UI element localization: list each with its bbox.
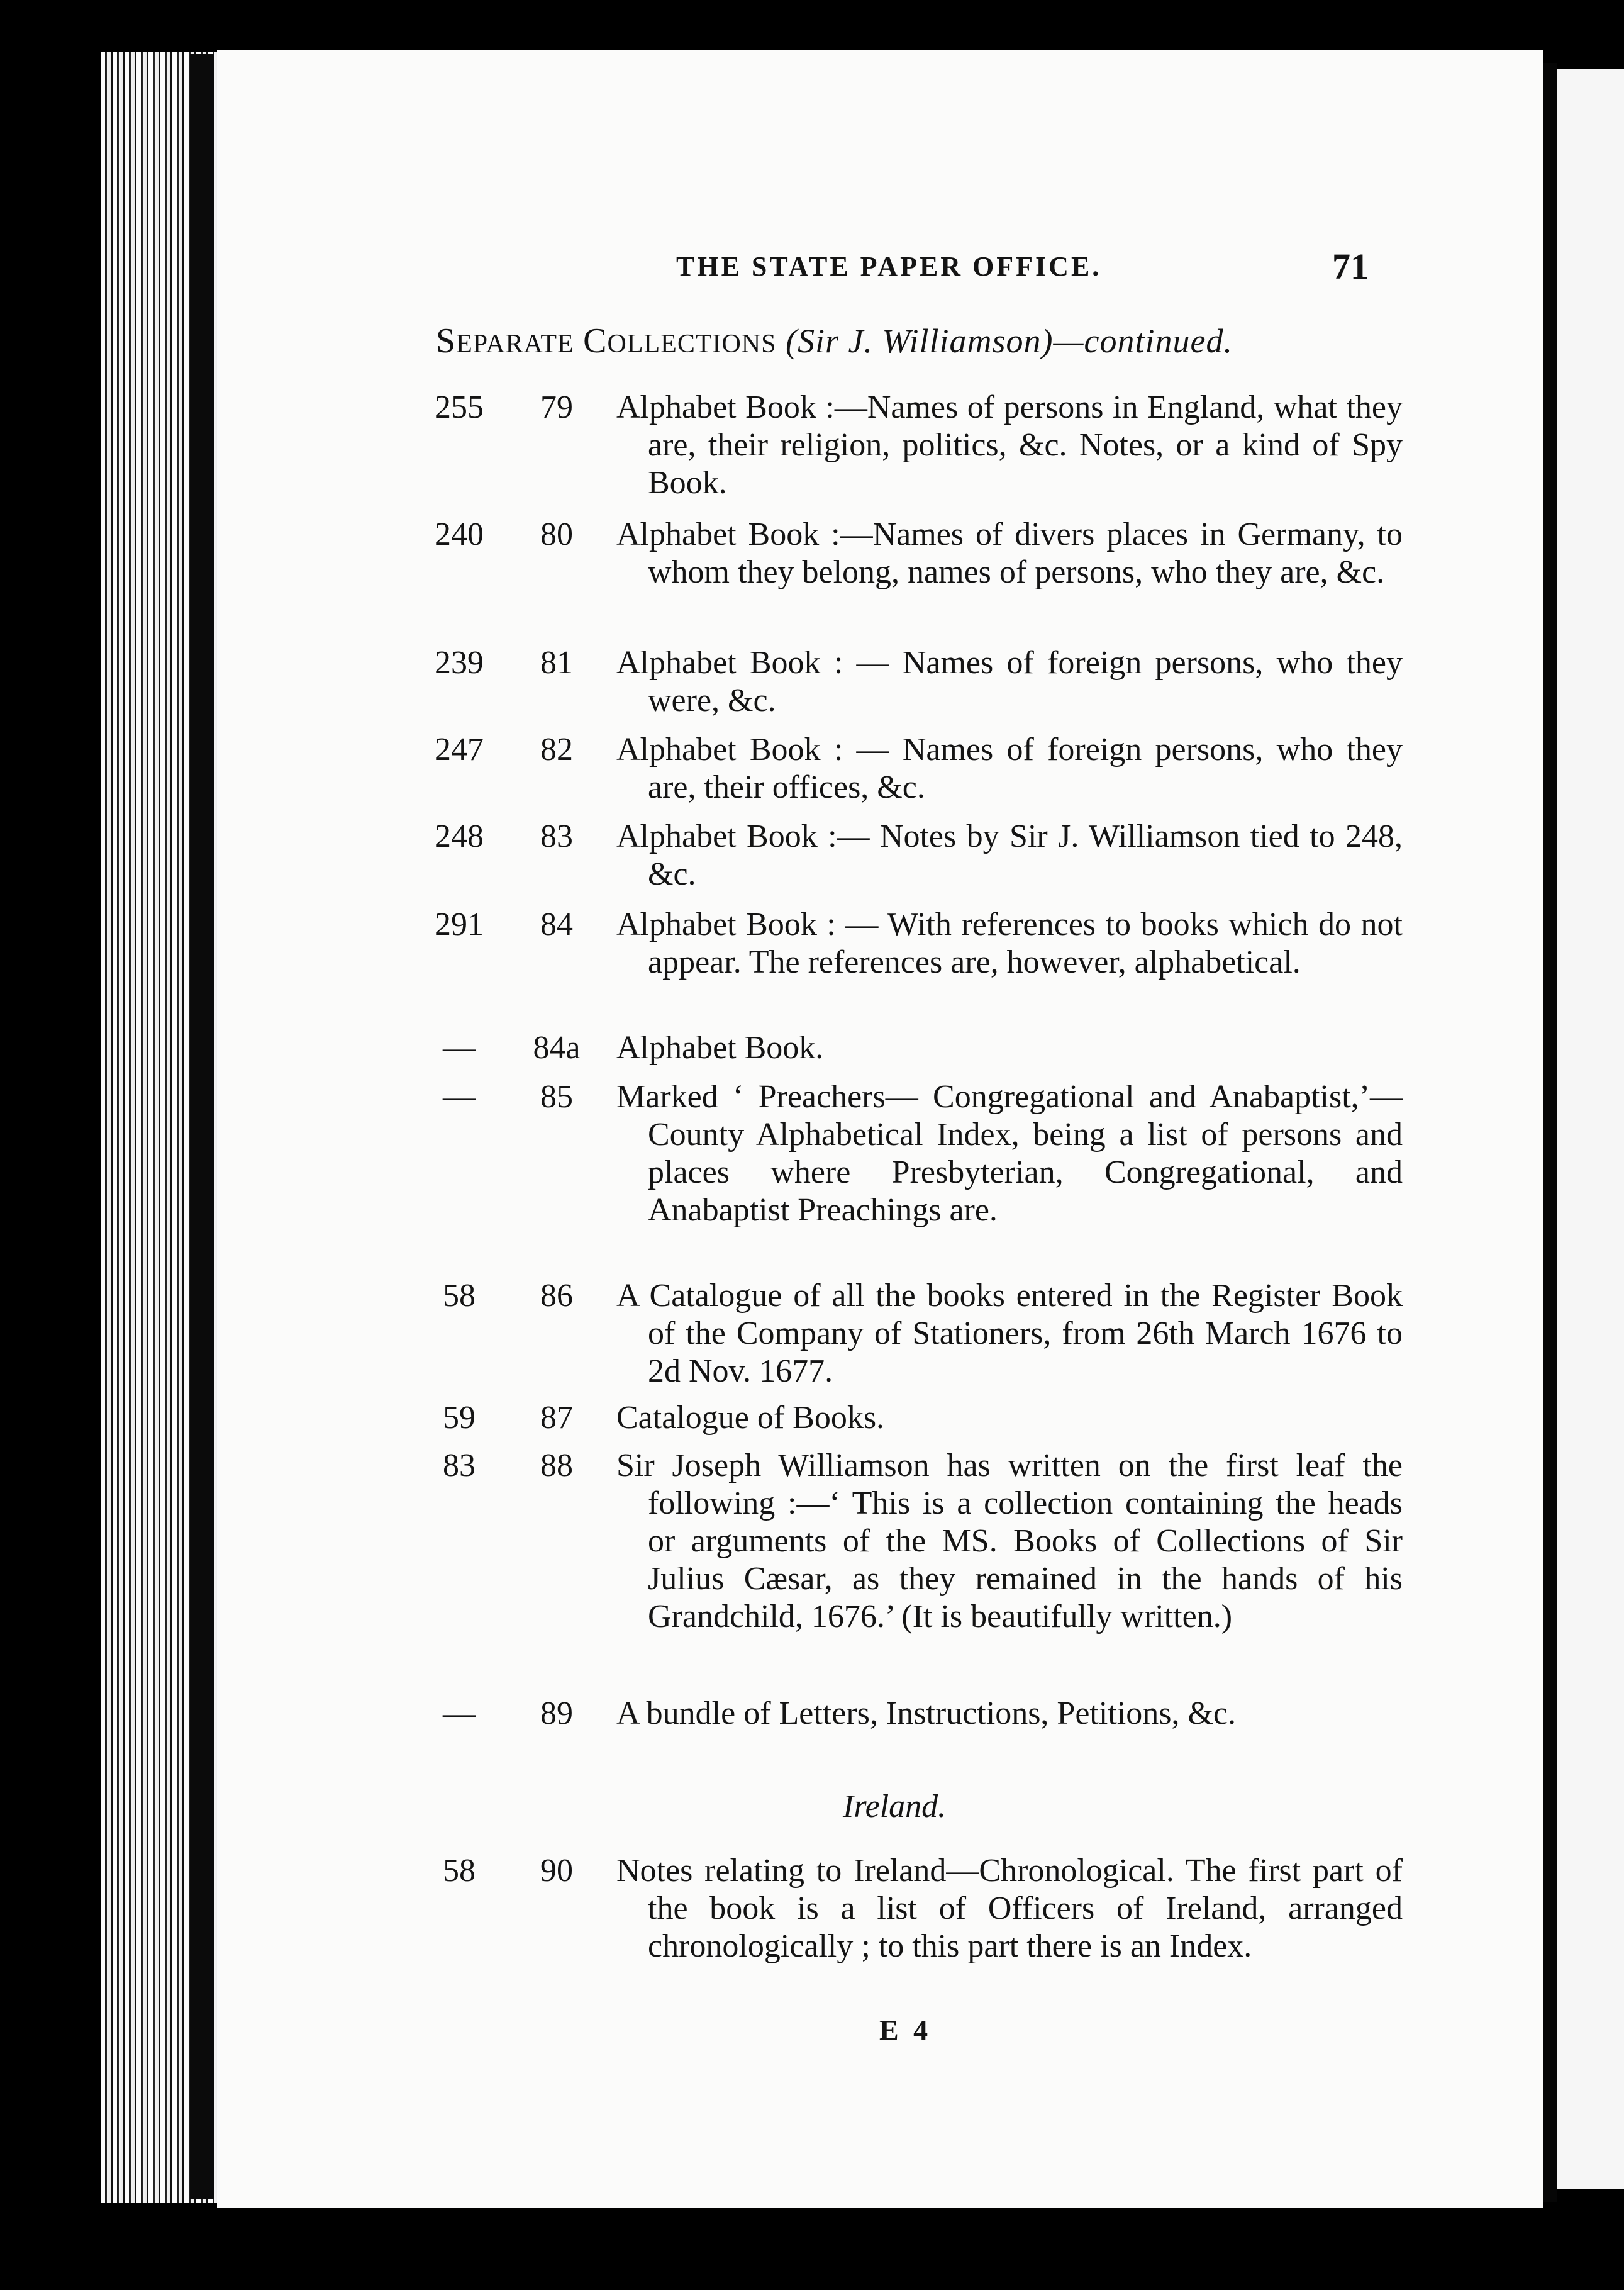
section-heading-word2: OLLECTIONS	[607, 330, 777, 359]
entry-old-number: 59	[443, 1400, 476, 1436]
section-heading	[436, 321, 1233, 361]
subsection-title: Ireland.	[843, 1789, 947, 1824]
entry-old-number: —	[443, 1030, 476, 1066]
entry-number: 80	[540, 517, 573, 552]
entry-old-number: 255	[435, 389, 484, 425]
entry-description: Alphabet Book :—Names of divers places in Germany, to whom they belong, names of persons, who they are, &c.	[616, 517, 1403, 590]
entry-number: 83	[540, 818, 573, 854]
entry-number: 88	[540, 1448, 573, 1483]
entry-description: A bundle of Letters, Instructions, Petitions, &c.	[616, 1695, 1236, 1731]
entry-description: Notes relating to Ireland—Chronological. The first part of the book is a list of Officers of Ireland, arranged chronologically ; to this part there is an Index.	[616, 1853, 1403, 1964]
book-gutter-shadow	[190, 54, 214, 2199]
section-heading-parenthetical: (Sir J. Williamson)	[786, 322, 1054, 360]
signature-mark: E 4	[879, 2014, 932, 2046]
entry-number: 79	[540, 389, 573, 425]
entry-old-number: 239	[435, 645, 484, 681]
entry-number: 90	[540, 1853, 573, 1889]
entry-number: 89	[540, 1695, 573, 1731]
entry-description: Sir Joseph Williamson has written on the first leaf the following :—‘ This is a collection containing the heads or arguments of the MS. Books of Collections of Sir Julius Cæsar, as they remained in the hands of his Grandchild, 1676.’ (It is beautifully written.)	[616, 1448, 1403, 1634]
entry-old-number: 58	[443, 1278, 476, 1314]
entry-description: Alphabet Book : — With references to books which do not appear. The references are, however, alphabetical.	[616, 907, 1403, 980]
entry-description: Marked ‘ Preachers— Congregational and Anabaptist,’—County Alphabetical Index, being a list of persons and places where Presbyterian, Congregational, and Anabaptist Preachings are.	[616, 1079, 1403, 1228]
section-heading-initial2: C	[583, 321, 608, 360]
running-title: THE STATE PAPER OFFICE.	[676, 251, 1102, 282]
entry-description: Alphabet Book :— Notes by Sir J. Williamson tied to 248, &c.	[616, 818, 1403, 892]
entry-old-number: 248	[435, 818, 484, 854]
entry-old-number: 83	[443, 1448, 476, 1483]
entry-old-number: —	[443, 1695, 476, 1731]
entry-description: Alphabet Book : — Names of foreign persons, who they were, &c.	[616, 645, 1403, 718]
entry-number: 81	[540, 645, 573, 681]
entry-number: 82	[540, 732, 573, 768]
entry-number: 85	[540, 1079, 573, 1115]
section-heading-initial: S	[436, 321, 457, 360]
entry-description: Catalogue of Books.	[616, 1400, 885, 1436]
section-heading-word1: EPARATE	[456, 330, 574, 359]
entry-description: Alphabet Book : — Names of foreign persons, who they are, their offices, &c.	[616, 732, 1403, 805]
entry-number: 87	[540, 1400, 573, 1436]
entry-old-number: 247	[435, 732, 484, 768]
entry-old-number: 291	[435, 907, 484, 942]
entry-description: Alphabet Book :—Names of persons in England, what they are, their religion, politics, &c. Notes, or a kind of Spy Book.	[616, 389, 1403, 501]
entry-number: 84	[540, 907, 573, 942]
entry-old-number: 58	[443, 1853, 476, 1889]
entry-description: A Catalogue of all the books entered in the Register Book of the Company of Stationers, from 26th March 1676 to 2d Nov. 1677.	[616, 1278, 1403, 1389]
entry-number: 84a	[533, 1030, 581, 1066]
facing-page-edge	[1557, 69, 1624, 2189]
entry-description: Alphabet Book.	[616, 1030, 824, 1066]
right-gutter-shadow	[1543, 63, 1557, 2202]
page-number: 71	[1332, 246, 1369, 287]
section-heading-continued: —continued.	[1053, 322, 1233, 360]
entry-number: 86	[540, 1278, 573, 1314]
entry-old-number: 240	[435, 517, 484, 552]
entry-old-number: —	[443, 1079, 476, 1115]
